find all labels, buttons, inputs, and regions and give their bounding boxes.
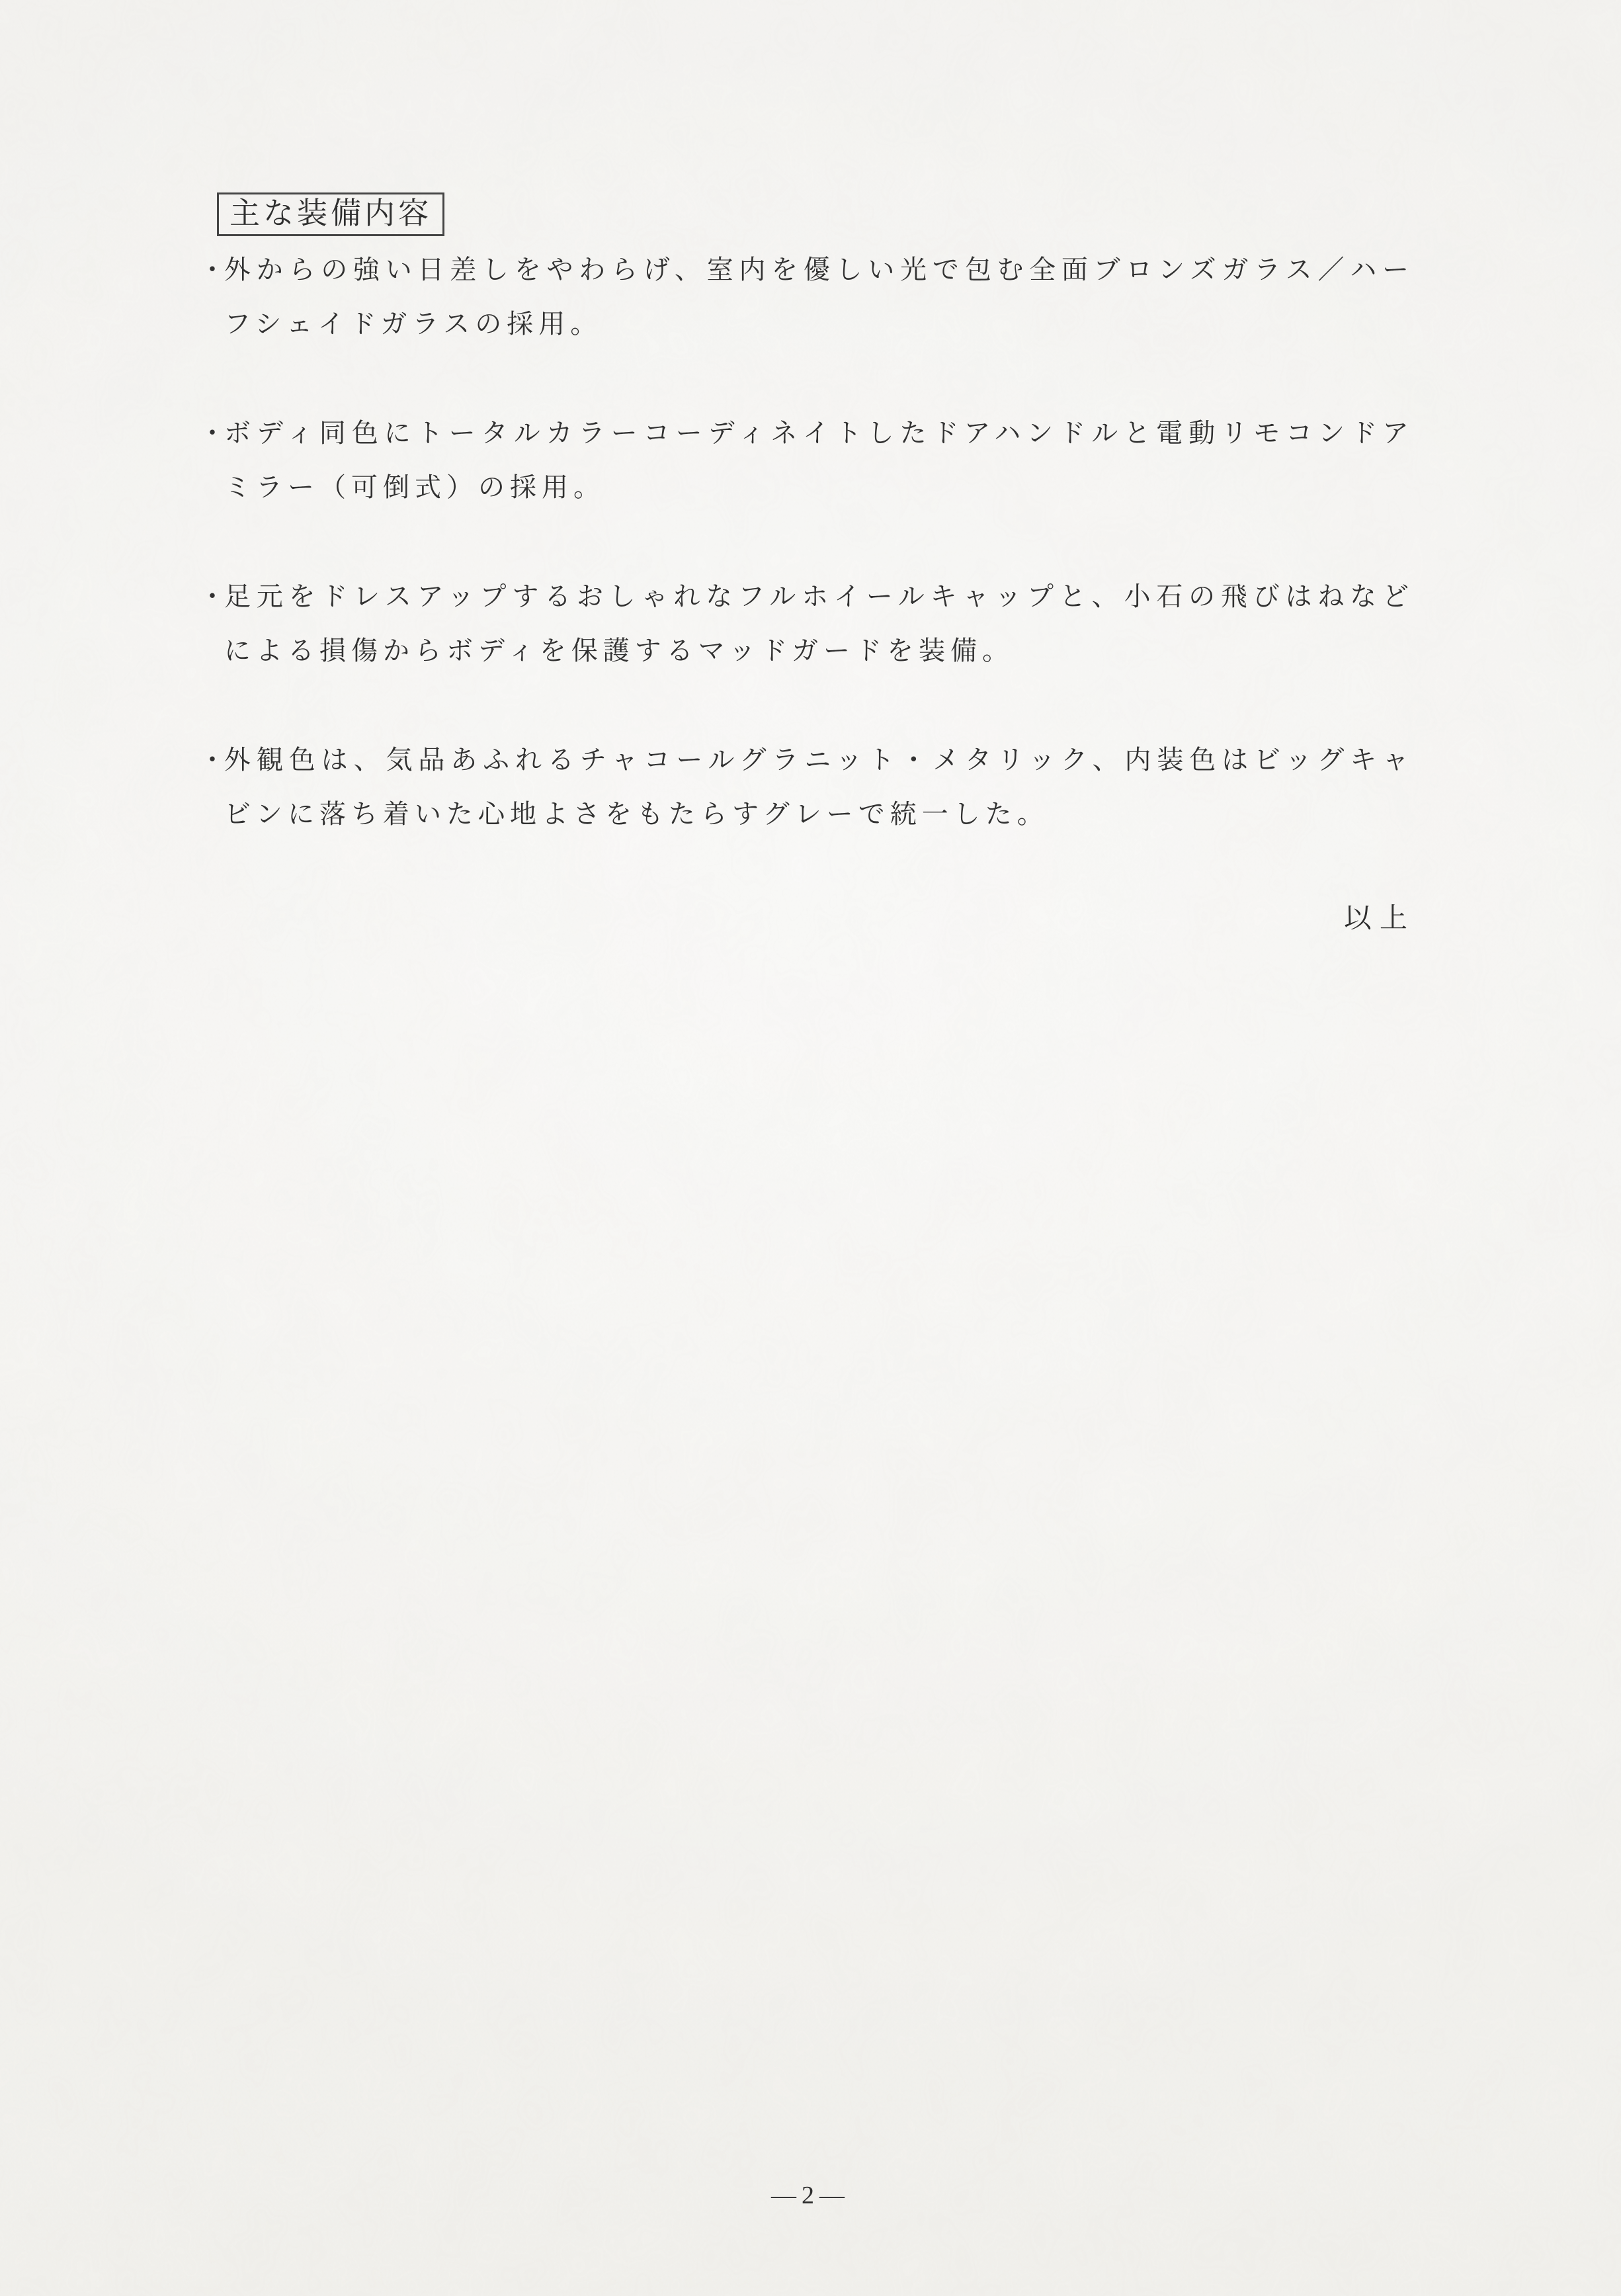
bullet-marker: ・	[199, 418, 226, 448]
bullet-marker: ・	[199, 255, 226, 284]
bullet-text: 外観色は、気品あふれるチャコールグラニット・メタリック、内装色はビッグキャビンに落ち着いた心地よさをもたらすグレーで統一した。	[224, 745, 1414, 829]
bullet-item-door-mirror	[200, 406, 1414, 515]
bullet-marker: ・	[199, 581, 226, 611]
page-number: ―2―	[771, 2182, 850, 2209]
bullet-text: 足元をドレスアップするおしゃれなフルホイールキャップと、小石の飛びはねなどによる損傷からボディを保護するマッドガードを装備。	[224, 581, 1414, 665]
closing-text: 以上	[1343, 904, 1415, 934]
bullet-text: 外からの強い日差しをやわらげ、室内を優しい光で包む全面ブロンズガラス／ハーフシェイドガラスの採用。	[224, 255, 1414, 339]
bullet-item-wheel-cap	[200, 570, 1414, 678]
bullet-text: ボディ同色にトータルカラーコーディネイトしたドアハンドルと電動リモコンドアミラー（可倒式）の採用。	[224, 418, 1414, 502]
section-heading-box	[217, 192, 444, 236]
bullet-list	[200, 243, 1414, 896]
bullet-marker: ・	[199, 745, 226, 775]
bullet-item-colors	[200, 733, 1414, 841]
bullet-item-glass	[200, 243, 1414, 351]
section-heading: 主な装備内容	[229, 196, 432, 230]
